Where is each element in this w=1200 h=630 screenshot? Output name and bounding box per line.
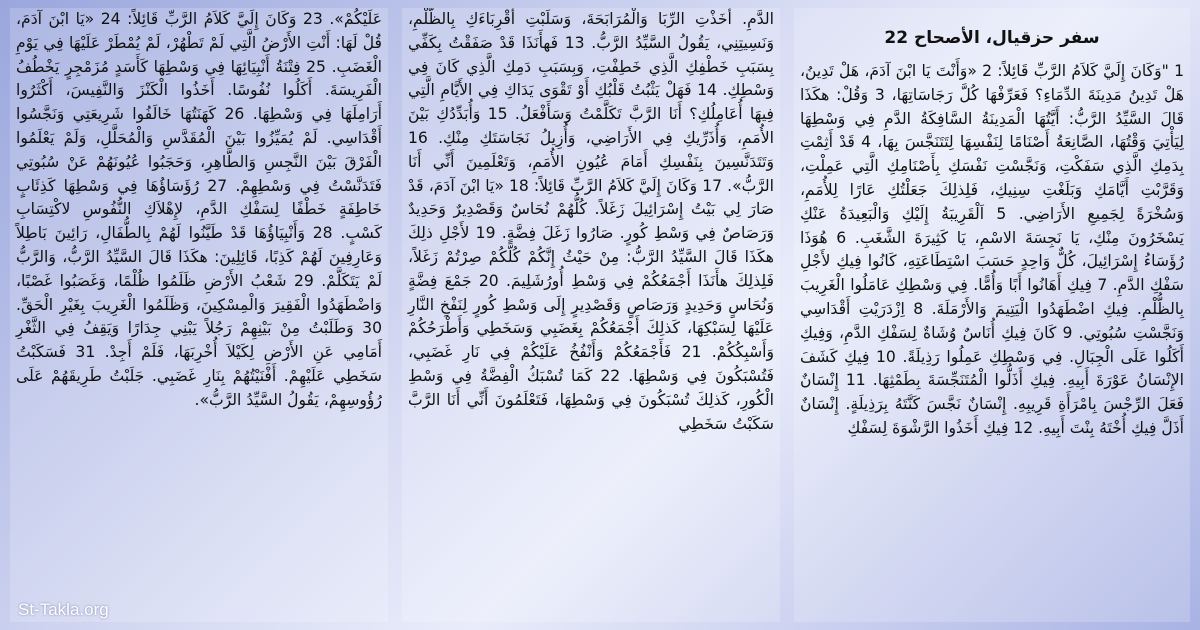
column-1-text: 1 "وَكَانَ إِلَيَّ كَلاَمُ الرَّبِّ قَائِلاً: 2 «وَأَنْتَ يَا ابْنَ آدَمَ، هَلْ تَدِينُ، هَلْ تَدِينُ مَدِينَةَ الدِّمَاءِ؟ فَعَرِّفْهَا كُلَّ رَجَاسَاتِهَا، 3 وَقُلْ: هكَذَا قَالَ السَّيِّدُ الرَّبُّ: أَيَّتُهَا الْمَدِينَةُ السَّافِكَةُ الدَّمِ فِي وَسْطِهَا لِيَأْتِيَ وَقْتُهَا، الصَّانِعَةُ أَصْنَامًا لِنَفْسِهَا لِتَتَنَجَّسَ بِهَا، 4 قَدْ أَثِمْتِ بِدَمِكِ الَّذِي سَفَكْتِ، وَنَجَّسْتِ نَفْسَكِ بِأَصْنَامِكِ الَّتِي عَمِلْتِ، وَقَرَّبْتِ أَيَّامَكِ وَبَلَغْتِ سِنِيكِ، فَلِذلِكَ جَعَلْتُكِ عَارًا لِلأُمَمِ، وَسُخْرَةً لِجَمِيعِ الأَرَاضِي. 5 اَلْقَرِيبَةُ إِلَيْكِ وَالْبَعِيدَةُ عَنْكِ يَسْخَرُونَ مِنْكِ، يَا نَجِسَةَ الاسْمِ، يَا كَثِيرَةَ الشَّغَبِ. 6 هُوَذَا رُؤَسَاءُ إِسْرَائِيلَ، كُلٌّ وَاحِدٍ حَسَبَ اسْتِطَاعَتِهِ، كَانُوا فِيكِ لأَجْلِ سَفْكِ الدَّمِ. 7 فِيكِ أَهَانُوا أَبًا وَأُمًّا. فِي وَسْطِكِ عَامَلُوا الْغَرِيبَ بِالظُّلْمِ. فِيكِ اضْطَهَدُوا الْيَتِيمَ وَالأَرْمَلَةَ. 8 اِزْدَرَيْتِ أَقْدَاسِي وَنَجَّسْتِ سُبُوتِي. 9 كَانَ فِيكِ أُنَاسٌ وُشَاةٌ لِسَفْكِ الدَّمِ، وَفِيكِ أَكَلُوا عَلَى الْجِبَالِ. فِي وَسْطِكِ عَمِلُوا رَذِيلَةً. 10 فِيكِ كَشَفَ الإِنْسَانُ عَوْرَةَ أَبِيهِ. فِيكِ أَذَلُّوا الْمُتَنَجِّسَةَ بِطَمْثِهَا. 11 إِنْسَانٌ فَعَلَ الرِّجْسَ بِامْرَأَةِ قَرِيبِهِ. إِنْسَانٌ نَجَّسَ كَنَّتَهُ بِرَذِيلَةٍ. إِنْسَانٌ أَذَلَّ فِيكِ أُخْتَهُ بِنْتَ أَبِيهِ. 12 فِيكِ أَخَذُوا الرَّشْوَةَ لِسَفْكِ: [800, 62, 1185, 437]
text-column-2: [402, 8, 780, 622]
column-2-text: الدَّمِ. أَخَذْتِ الرِّبَا وَالْمُرَابَحَةَ، وَسَلَبْتِ أَقْرِبَاءَكِ بِالظُّلْمِ، وَنَسِيتِنِي، يَقُولُ السَّيِّدُ الرَّبُّ. 13 فَهأَنَذَا قَدْ صَفَقْتُ بِكَفِّي بِسَبَبِ خَطْفِكِ الَّذِي خَطِفْتِ، وَبِسَبَبِ دَمِكِ الَّذِي كَانَ فِي وَسْطِكِ. 14 فَهَلْ يَثْبُتُ قَلْبُكِ أَوْ تَقْوَى يَدَاكِ فِي الأَيَّامِ الَّتِي فِيهَا أُعَامِلُكِ؟ أَنَا الرَّبَّ تَكَلَّمْتُ وَسَأَفْعَلُ. 15 وَأُبَدِّدُكِ بَيْنَ الأُمَمِ، وَأُذَرِّيكِ فِي الأَرَاضِي، وَأُزِيلُ نَجَاسَتَكِ مِنْكِ. 16 وَتَتَدَنَّسِينَ بِنَفْسِكِ أَمَامَ عُيُونِ الأُمَمِ، وَتَعْلَمِينَ أَنِّي أَنَا الرَّبُّ». 17 وَكَانَ إِلَيَّ كَلاَمُ الرَّبِّ قَائِلاً: 18 «يَا ابْنَ آدَمَ، قَدْ صَارَ لِي بَيْتُ إِسْرَائِيلَ زَغَلاً. كُلُّهُمْ نُحَاسٌ وَقَصْدِيرٌ وَحَدِيدٌ وَرَصَاصٌ فِي وَسْطِ كُورٍ. صَارُوا زَغَلَ فِضَّةٍ. 19 لأَجْلِ ذلِكَ هكَذَا قَالَ السَّيِّدُ الرَّبُّ: مِنْ حَيْثُ إِنَّكُمْ كُلَّكُمْ صِرْتُمْ زَغَلاً، فَلِذلِكَ هأَنَذَا أَجْمَعُكُمْ فِي وَسْطِ أُورُشَلِيمَ. 20 جَمْعَ فِضَّةٍ وَنُحَاسٍ وَحَدِيدٍ وَرَصَاصٍ وَقَصْدِيرٍ إِلَى وَسْطِ كُورٍ لِنَفْخِ النَّارِ عَلَيْهَا لِسَبْكِهَا، كَذلِكَ أَجْمَعُكُمْ بِغَضَبِي وَسَخَطِي وَأَطْرَحُكُمْ وَأَسْبِكُكُمْ. 21 فَأَجْمَعُكُمْ وَأَنْفُخُ عَلَيْكُمْ فِي نَارِ غَضَبِي، فَتُسْبَكُونَ فِي وَسْطِهَا. 22 كَمَا تُسْبَكُ الْفِضَّةُ فِي وَسْطِ الْكُورِ، كَذلِكَ تُسْبَكُونَ فِي وَسْطِهَا، فَتَعْلَمُونَ أَنِّي أَنَا الرَّبَّ سَكَبْتُ سَخَطِي: [408, 10, 775, 433]
text-column-1: [794, 8, 1190, 622]
column-3-text: عَلَيْكُمْ». 23 وَكَانَ إِلَيَّ كَلاَمُ الرَّبِّ قَائِلاً: 24 «يَا ابْنَ آدَمَ، قُلْ لَهَا: أَنْتِ الأَرْضُ الَّتِي لَمْ تَطْهُرْ، لَمْ يُمْطَرْ عَلَيْهَا فِي يَوْمِ الْغَضَبِ. 25 فِتْنَةُ أَنْبِيَائِهَا فِي وَسْطِهَا كَأَسَدٍ مُزَمْجِرٍ يَخْطُفُ الْفَرِيسَةَ. أَكَلُوا نُفُوسًا. أَخَذُوا الْكَنْزَ وَالنَّفِيسَ، أَكْثَرُوا أَرَامِلَهَا فِي وَسْطِهَا. 26 كَهَنَتُهَا خَالَفُوا شَرِيعَتِي وَنَجَّسُوا أَقْدَاسِي. لَمْ يُمَيِّزُوا بَيْنَ الْمُقَدَّسِ وَالْمُحَلَّلِ، وَلَمْ يَعْلَمُوا الْفَرْقَ بَيْنَ النَّجِسِ وَالطَّاهِرِ، وَحَجَبُوا عُيُونَهُمْ عَنْ سُبُوتِي فَتَدَنَّسْتُ فِي وَسْطِهِمْ. 27 رُؤَسَاؤُهَا فِي وَسْطِهَا كَذِئَابٍ خَاطِفَةٍ خَطْفًا لِسَفْكِ الدَّمِ، لإِهْلاَكِ النُّفُوسِ لاكْتِسَابِ كَسْبٍ. 28 وَأَنْبِيَاؤُهَا قَدْ طَيَّنُوا لَهُمْ بِالطُّفَالِ، رَائِينَ بَاطِلاً وَعَارِفِينَ لَهُمْ كَذِبًا، قَائِلِينَ: هكَذَا قَالَ السَّيِّدُ الرَّبُّ، وَالرَّبُّ لَمْ يَتَكَلَّمْ. 29 شَعْبُ الأَرْضِ ظَلَمُوا ظُلْمًا، وَغَصَبُوا غَصْبًا، وَاضْطَهَدُوا الْفَقِيرَ وَالْمِسْكِينَ، وَظَلَمُوا الْغَرِيبَ بِغَيْرِ الْحَقِّ. 30 وَطَلَبْتُ مِنْ بَيْنِهِمْ رَجُلاً يَبْنِي جِدَارًا وَيَقِفُ فِي الثَّغْرِ أَمَامِي عَنِ الأَرْضِ لِكَيْلاَ أُخْرِبَهَا، فَلَمْ أَجِدْ. 31 فَسَكَبْتُ سَخَطِي عَلَيْهِمْ. أَفْنَيْتُهُمْ بِنَارِ غَضَبِي. جَلَبْتُ طَرِيقَهُمْ عَلَى رُؤُوسِهِمْ، يَقُولُ السَّيِّدُ الرَّبُّ».: [16, 10, 383, 409]
site-watermark: St-Takla.org: [18, 600, 109, 619]
chapter-page: [10, 8, 1190, 622]
chapter-title: سفر حزقيال، الأصحاح 22: [884, 28, 1100, 48]
text-column-3: [10, 8, 388, 622]
